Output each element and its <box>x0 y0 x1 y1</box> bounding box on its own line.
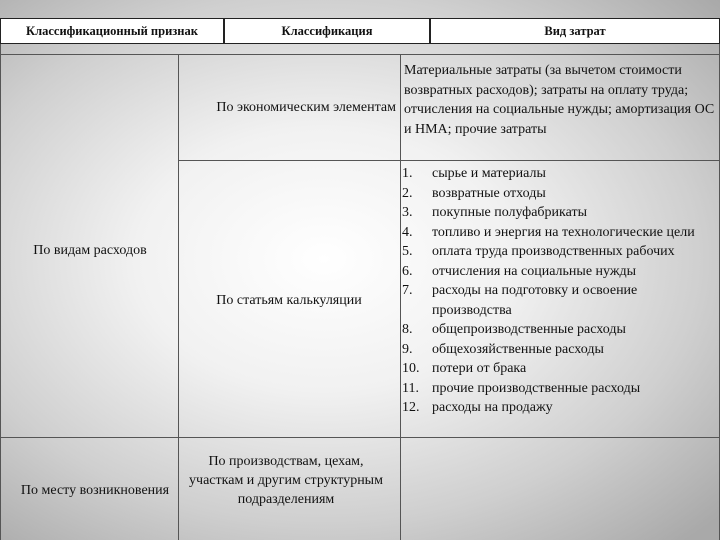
divider <box>0 44 1 540</box>
list-item <box>402 359 718 379</box>
list-item-text: покупные полуфабрикаты <box>432 205 588 220</box>
classification-calculation <box>182 280 396 320</box>
classification-economic <box>178 60 400 155</box>
list-item-text: общехозяйственные расходы <box>432 341 604 357</box>
list-item <box>402 203 718 223</box>
list-item-number: 5. <box>402 244 413 259</box>
feature-by-location-text: По месту возникновения <box>20 482 170 498</box>
list-item-text: отчисления на социальные нужды <box>432 263 637 279</box>
list-item <box>402 262 718 282</box>
divider <box>400 54 401 540</box>
classification-calculation-text: По статьям калькуляции <box>216 292 362 308</box>
list-item <box>402 340 718 360</box>
classification-by-location-text: По производствам, цехам, участкам и другим структурным подразделениям <box>189 453 383 507</box>
list-item-text: прочие производственные расходы <box>432 380 641 396</box>
header-classification: Классификация <box>224 18 430 44</box>
divider <box>0 437 720 438</box>
list-item-text: расходы на подготовку и освоение производства <box>432 283 638 318</box>
list-item <box>402 223 718 243</box>
classification-by-location <box>186 440 386 520</box>
list-item-number: 10. <box>402 361 420 376</box>
feature-by-type-text: По видам расходов <box>33 242 147 258</box>
list-item <box>402 281 718 320</box>
cost-types-economic: Материальные затраты (за вычетом стоимости возвратных расходов); затраты на оплату труда; отчисления на социальные нужды; амортизация ОС и НМА; прочие затраты <box>404 63 715 137</box>
list-item-text: расходы на продажу <box>432 400 553 415</box>
divider <box>178 160 720 161</box>
header-cost-type: Вид затрат <box>430 18 720 44</box>
list-item <box>402 184 718 204</box>
list-item-number: 12. <box>402 400 420 415</box>
list-item-text: потери от брака <box>432 361 527 376</box>
list-item <box>402 164 718 184</box>
list-item <box>402 242 718 262</box>
list-item-number: 1. <box>402 166 413 181</box>
list-item-number: 9. <box>402 341 413 357</box>
classification-economic-text: По экономическим элементам <box>216 100 396 115</box>
list-item <box>402 320 718 340</box>
list-item-number: 3. <box>402 205 413 220</box>
list-item <box>402 379 718 399</box>
list-item-text: оплата труда производственных рабочих <box>432 244 675 259</box>
list-item <box>402 398 718 418</box>
header-feature: Классификационный признак <box>0 18 224 44</box>
feature-by-type <box>6 160 174 340</box>
list-item-number: 7. <box>402 283 413 298</box>
list-item-number: 2. <box>402 185 413 201</box>
list-item-text: топливо и энергия на технологические цели <box>432 224 695 240</box>
list-item-text: возвратные отходы <box>432 185 546 201</box>
divider <box>0 54 720 55</box>
list-item-number: 6. <box>402 263 413 279</box>
feature-by-location <box>20 440 170 540</box>
list-item-number: 4. <box>402 224 413 240</box>
list-item-text: сырье и материалы <box>432 166 546 181</box>
list-item-number: 8. <box>402 322 413 337</box>
calculation-items-list <box>402 164 718 418</box>
list-item-text: общепроизводственные расходы <box>432 322 626 337</box>
list-item-number: 11. <box>402 380 419 396</box>
